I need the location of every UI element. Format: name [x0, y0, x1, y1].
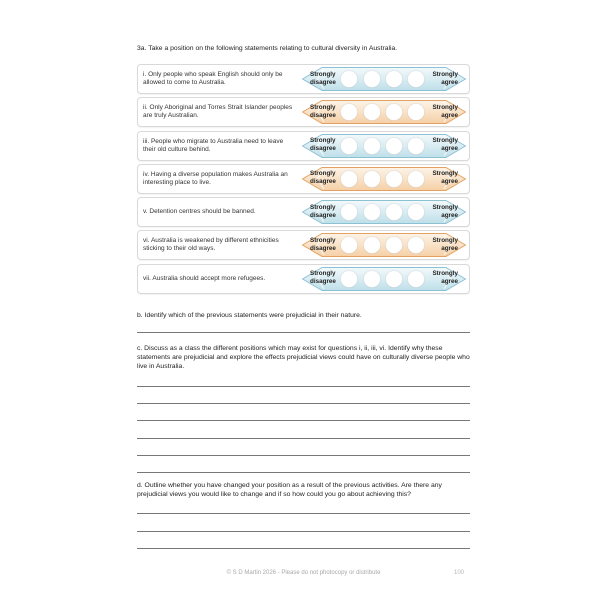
statement-body: Australia should accept more refugees. — [152, 274, 266, 282]
response-option-circle — [364, 170, 381, 187]
scale-right-label: Strongly agree — [432, 236, 458, 252]
statement-body: Australia is weakened by different ethnicities sticking to their old ways. — [143, 237, 279, 253]
scale-right-label: Strongly agree — [432, 137, 458, 153]
scale-left-label: Strongly disagree — [310, 103, 336, 119]
answer-line — [137, 386, 470, 387]
answer-line — [137, 332, 470, 333]
response-option-circle — [386, 104, 403, 121]
response-option-circle — [386, 71, 403, 88]
response-option-circle — [364, 270, 381, 287]
question-b-label: b. Identify which of the previous statements were prejudicial in their nature. — [137, 311, 362, 319]
statement-text — [143, 138, 301, 154]
statement-numeral: iii. — [143, 137, 150, 145]
response-option-circle — [364, 71, 381, 88]
statement-text — [143, 104, 301, 120]
answer-line — [137, 472, 470, 473]
answer-line — [137, 438, 470, 439]
response-option-circle — [386, 237, 403, 254]
page-content — [137, 44, 470, 549]
statement-row — [137, 264, 470, 294]
question-c-label: c. Discuss as a class the different positions which may exist for questions i, ii, iii, vi. Identify why these statements are prejudicial and explore the effects prejudicial views could have on culturally diverse people who live in Australia. — [137, 344, 470, 370]
response-option-circle — [364, 104, 381, 121]
statement-row — [137, 197, 470, 227]
statement-text — [143, 237, 301, 253]
scale-right-label: Strongly agree — [432, 170, 458, 186]
statement-text — [143, 208, 301, 216]
statement-row — [137, 164, 470, 194]
response-option-circle — [386, 270, 403, 287]
likert-scale — [301, 166, 467, 192]
scale-right-label: Strongly agree — [432, 270, 458, 286]
statement-text — [143, 171, 301, 187]
likert-scale — [301, 266, 467, 292]
statement-text — [143, 275, 301, 283]
statement-body: Having a diverse population makes Australia an interesting place to live. — [143, 170, 288, 186]
response-option-circle — [386, 170, 403, 187]
response-option-circle — [386, 137, 403, 154]
scale-right-label: Strongly agree — [432, 103, 458, 119]
answer-line — [137, 420, 470, 421]
scale-left-label: Strongly disagree — [310, 270, 336, 286]
statement-row — [137, 97, 470, 127]
answer-line — [137, 403, 470, 404]
likert-scale — [301, 133, 467, 159]
statement-numeral: i. — [143, 71, 147, 78]
scale-left-label: Strongly disagree — [310, 170, 336, 186]
scale-right-label: Strongly agree — [432, 70, 458, 86]
statement-body: Only people who speak English should only be allowed to come to Australia. — [143, 71, 283, 86]
scale-right-label: Strongly agree — [432, 203, 458, 219]
response-option-circle — [364, 204, 381, 221]
question-3a-label: 3a. Take a position on the following statements relating to cultural diversity in Australia. — [137, 45, 398, 52]
question-d-label: d. Outline whether you have changed your position as a result of the previous activities. Are there any prejudicial views you would like to change and if so how could you go about achieving this? — [137, 482, 442, 499]
page-number: 100 — [453, 570, 464, 576]
answer-line — [137, 531, 470, 532]
statement-row — [137, 131, 470, 161]
scale-left-label: Strongly disagree — [310, 203, 336, 219]
answer-line — [137, 455, 470, 456]
likert-scale — [301, 199, 467, 225]
statement-body: Detention centres should be banned. — [149, 208, 256, 216]
statement-body: Only Aboriginal and Torres Strait Islander peoples are truly Australian. — [143, 104, 293, 120]
answer-line — [137, 513, 470, 514]
answer-line — [137, 548, 470, 549]
statement-text — [143, 71, 301, 87]
response-option-circle — [364, 237, 381, 254]
likert-scale — [301, 232, 467, 258]
response-option-circle — [386, 204, 403, 221]
response-option-circle — [364, 137, 381, 154]
scale-left-label: Strongly disagree — [310, 70, 336, 86]
statement-row — [137, 64, 470, 94]
statement-numeral: v. — [143, 208, 148, 216]
copyright-text: © S D Martin 2026 - Please do not photocopy or distribute — [226, 570, 381, 576]
scale-left-label: Strongly disagree — [310, 137, 336, 153]
scale-left-label: Strongly disagree — [310, 236, 336, 252]
statement-numeral: ii. — [143, 104, 148, 112]
statement-row — [137, 230, 470, 260]
statement-numeral: vii. — [143, 274, 151, 282]
page-footer — [137, 570, 470, 576]
statement-body: People who migrate to Australia need to leave their old culture behind. — [143, 137, 284, 153]
likert-scale — [301, 66, 467, 92]
statement-numeral: iv. — [143, 170, 150, 178]
statement-numeral: vi. — [143, 237, 150, 245]
likert-scale — [301, 99, 467, 125]
